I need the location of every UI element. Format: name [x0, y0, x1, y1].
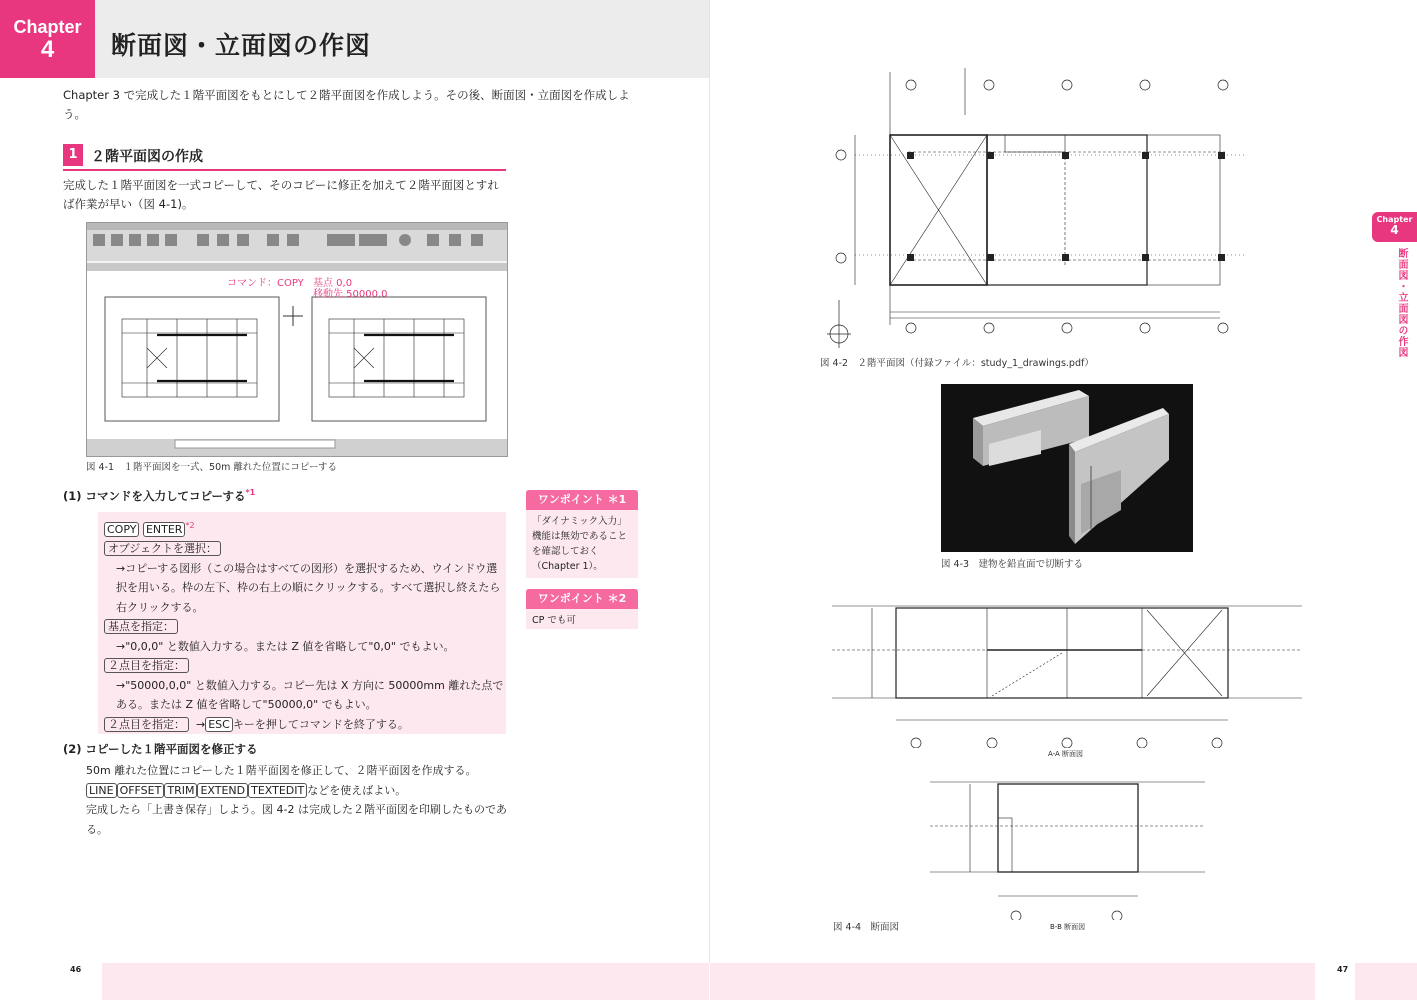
- chapter-header: [95, 0, 709, 78]
- onepoint-2-title: ワンポイント ＊2: [526, 589, 638, 609]
- section-number: 1: [63, 144, 83, 166]
- paragraph-1: 完成した１階平面図を一式コピーして、そのコピーに修正を加えて２階平面図とすれば作業が早い（図 4-1)。: [63, 178, 499, 211]
- cmd-line: LINE: [86, 783, 117, 798]
- section-heading: [63, 143, 506, 171]
- page-number-right: 47: [1337, 965, 1349, 974]
- enter-key: ENTER: [143, 522, 186, 537]
- footnote-ref-1: *1: [245, 488, 256, 498]
- chapter-title: 断面図・立面図の作図: [111, 31, 372, 60]
- footer-left-block: [0, 963, 62, 1000]
- cmd-extend: EXTEND: [197, 783, 248, 798]
- onepoint-1-body: 「ダイナミック入力」機能は無効であることを確認しておく（Chapter 1）。: [532, 516, 628, 572]
- cad-screenshot: [86, 222, 508, 457]
- prompt-second-point: ２点目を指定：: [104, 658, 189, 673]
- copy-key: COPY: [104, 522, 139, 537]
- section-bb-label: B-B 断面図: [1050, 923, 1086, 931]
- page-gutter: [709, 0, 710, 963]
- onepoint-2-body: CP でも可: [532, 615, 576, 626]
- cmd-line-label: コマンド：COPY: [227, 278, 304, 289]
- cmd-trim: TRIM: [164, 783, 197, 798]
- intro-text: Chapter 3 で完成した１階平面図をもとにして２階平面図を作成しよう。その後、断面図・立面図を作成しよう。: [63, 88, 630, 121]
- figure-4-3-caption: 図 4-3 建物を鉛直面で切断する: [941, 559, 1084, 570]
- section-aa-drawing: [832, 598, 1302, 748]
- base-point-label: 基点 0,0: [313, 278, 353, 289]
- command-box-content: [104, 516, 504, 734]
- step-1-title: [63, 488, 255, 504]
- side-tab-word: Chapter: [1376, 215, 1413, 224]
- footnote-ref-2: *2: [185, 521, 195, 530]
- chapter-word: Chapter: [13, 17, 82, 37]
- step-text-esc: キーを押してコマンドを終了する。: [232, 717, 409, 731]
- onepoint-1: [526, 490, 638, 578]
- step-2-text-1: 50m 離れた位置にコピーした１階平面図を修正して、２階平面図を作成する。: [86, 764, 477, 777]
- page-number-left: 46: [70, 965, 82, 974]
- footer-page-left-bg: [62, 963, 102, 1000]
- arrow-symbol: →: [196, 717, 206, 731]
- prompt-second-point-2: ２点目を指定：: [104, 717, 189, 732]
- cmd-textedit: TEXTEDIT: [248, 783, 307, 798]
- figure-4-2-caption: 図 4-2 ２階平面図（付録ファイル：study_1_drawings.pdf）: [820, 358, 1094, 369]
- floor-plan-drawing: [815, 60, 1245, 358]
- cmd-offset: OFFSET: [117, 783, 165, 798]
- esc-key: ESC: [205, 717, 233, 732]
- step-2-title: (2) コピーした１階平面図を修正する: [63, 742, 258, 756]
- step-text-second: →"50000,0,0" と数値入力する。コピー先は X 方向に 50000mm 離れた点である。または Z 値を省略して"50000,0" でもよい。: [116, 678, 504, 712]
- cad-screenshot-graphic: [87, 223, 507, 456]
- step-2-body: [86, 761, 511, 839]
- step-2-text-2: などを使えばよい。: [307, 783, 407, 797]
- side-tab-title: 断面図・立面図の作図: [1396, 248, 1407, 358]
- step-2-text-3: 完成したら「上書き保存」しよう。図 4-2 は完成した２階平面図を印刷したものである。: [86, 803, 507, 836]
- onepoint-2: [526, 589, 638, 629]
- chapter-badge: [0, 0, 95, 78]
- figure-4-4-caption: 図 4-4 断面図: [833, 922, 900, 933]
- section-title: ２階平面図の作成: [91, 149, 203, 165]
- chapter-side-tab: [1372, 212, 1417, 242]
- page-footer: [0, 963, 1417, 1000]
- side-tab-number: 4: [1390, 223, 1399, 237]
- chapter-number: 4: [40, 36, 55, 63]
- footer-gutter: [709, 963, 710, 1000]
- onepoint-1-title: ワンポイント ＊1: [526, 490, 638, 510]
- section-render-image: [941, 384, 1193, 552]
- step-text-select: →コピーする図形（この場合はすべての図形）を選択するため、ウインドウ選択を用いる。枠の左下、枠の右上の順にクリックする。すべて選択し終えたら右クリックする。: [116, 561, 501, 614]
- step-1-title-text: (1) コマンドを入力してコピーする: [63, 489, 246, 503]
- section-bb-drawing: [930, 770, 1205, 920]
- prompt-base-point: 基点を指定：: [104, 619, 178, 634]
- figure-4-1-caption: 図 4-1 １階平面図を一式、50m 離れた位置にコピーする: [86, 462, 338, 473]
- prompt-select-objects: オブジェクトを選択：: [104, 541, 221, 556]
- dest-point-label: 移動先 50000,0: [313, 289, 388, 300]
- section-aa-label: A-A 断面図: [1048, 750, 1084, 758]
- step-text-base: →"0,0,0" と数値入力する。または Z 値を省略して"0,0" でもよい。: [116, 639, 455, 653]
- footer-page-right-bg: [1315, 963, 1355, 1000]
